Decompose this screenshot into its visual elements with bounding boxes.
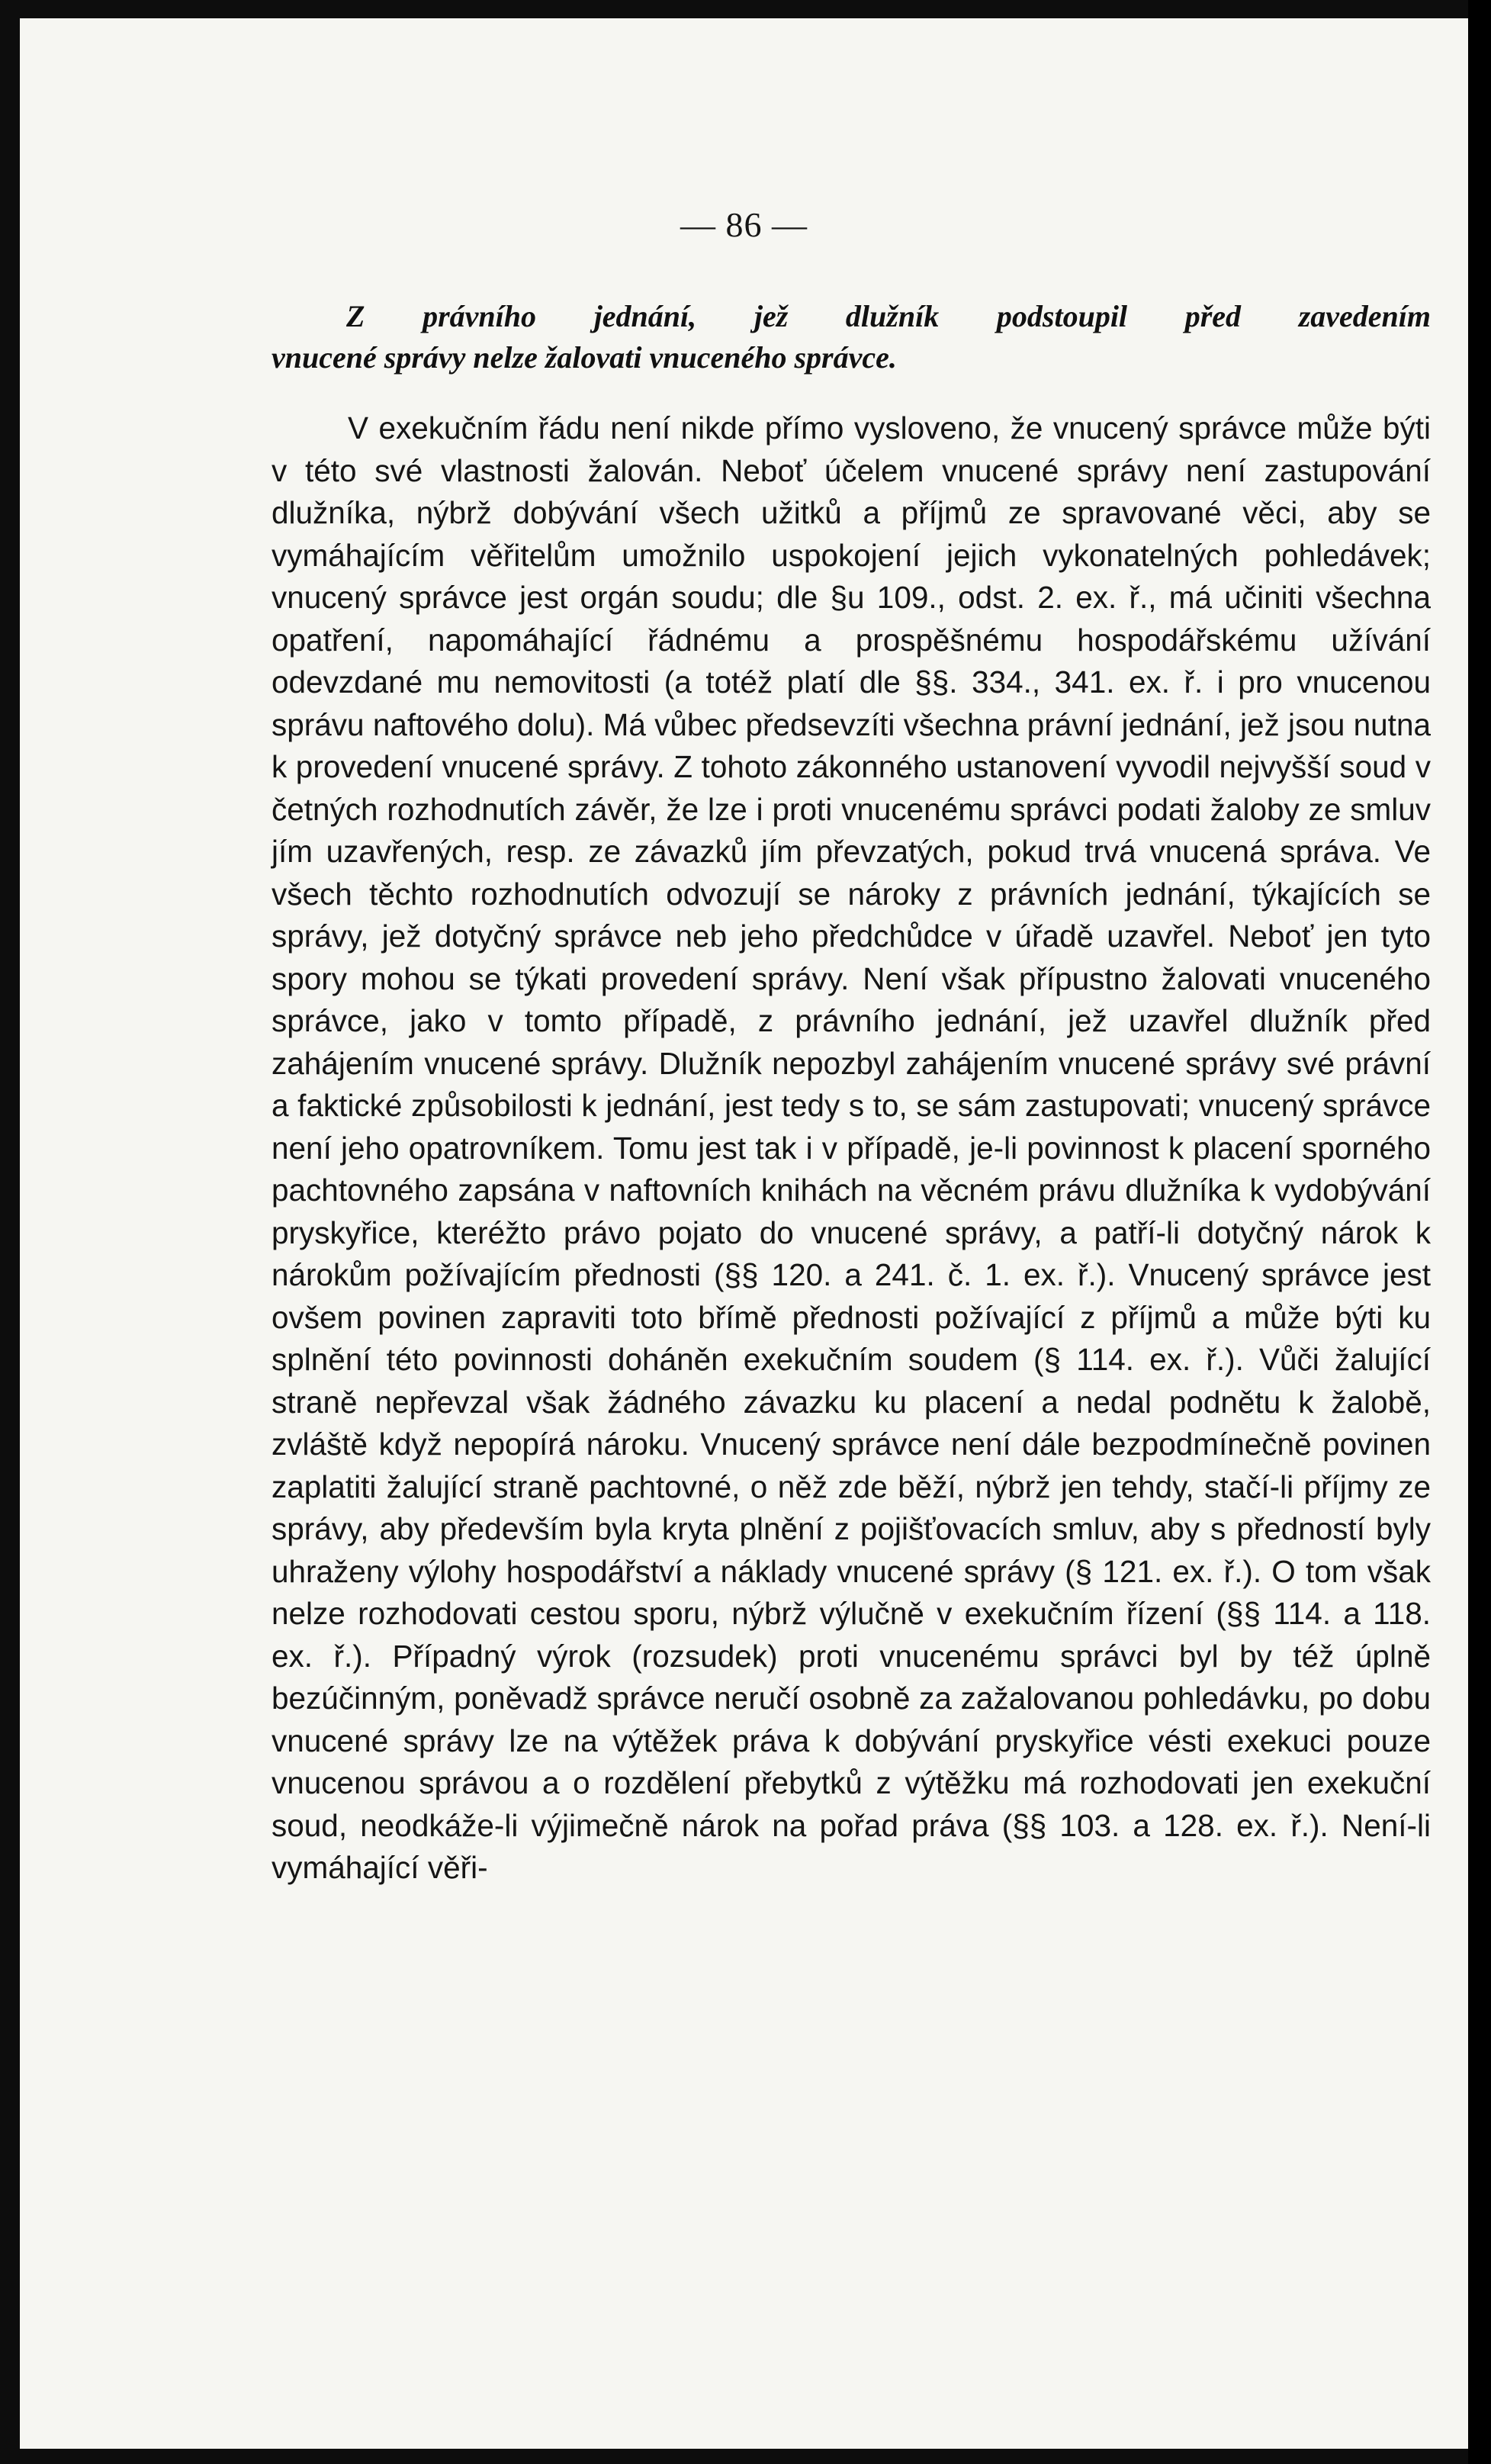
binding-edge [1468,0,1491,2464]
section-heading-line-1: Z právního jednání, jež dlužník podstoupil před zavedením [346,299,1431,333]
section-heading [272,296,1431,378]
section-heading-line-2: vnucené správy nelze žalovati vnuceného správce. [272,340,897,375]
body-paragraph: V exekučním řádu není nikde přímo vysloveno, že vnucený správce může býti v této své vlastnosti žalován. Neboť účelem vnucené správy není zastupování dlužníka, nýbrž dobývání všech užitků a příjmů ze spravované věci, aby se vymáhajícím věřitelům umožnilo uspokojení jejich vykonatelných pohledávek; vnucený správce jest orgán soudu; dle §u 109., odst. 2. ex. ř., má učiniti všechna opatření, napomáhající řádnému a prospěšnému hospodářskému užívání odevzdané mu nemovitosti (a totéž platí dle §§. 334., 341. ex. ř. i pro vnucenou správu naftového dolu). Má vůbec předsevzíti všechna právní jednání, jež jsou nutna k provedení vnucené správy. Z tohoto zákonného ustanovení vyvodil nejvyšší soud v četných rozhodnutích závěr, že lze i proti vnucenému správci podati žaloby ze smluv jím uzavřených, resp. ze závazků jím převzatých, pokud trvá vnucená správa. Ve všech těchto rozhodnutích odvozují se nároky z právních jednání, týkajících se správy, jež dotyčný správce neb jeho předchůdce v úřadě uzavřel. Neboť jen tyto spory mohou se týkati provedení správy. Není však přípustno žalovati vnuceného správce, jako v tomto případě, z právního jednání, jež uzavřel dlužník před zahájením vnucené správy. Dlužník nepozbyl zahájením vnucené správy své právní a faktické způsobilosti k jednání, jest tedy s to, se sám zastupovati; vnucený správce není jeho opatrovníkem. Tomu jest tak i v případě, je-li povinnost k placení sporného pachtovného zapsána v naftovních knihách na věcném právu dlužníka k vydobývání pryskyřice, kteréžto právo pojato do vnucené správy, a patří-li dotyčný nárok k nárokům požívajícím přednosti (§§ 120. a 241. č. 1. ex. ř.). Vnucený správce jest ovšem povinen zapraviti toto břímě přednosti požívající z příjmů a může býti ku splnění této povinnosti doháněn exekučním soudem (§ 114. ex. ř.). Vůči žalující straně nepřevzal však žádného závazku ku placení a nedal podnětu k žalobě, zvláště když nepopírá nároku. Vnucený správce není dále bezpodmínečně povinen zaplatiti žalující straně pachtovné, o něž zde běží, nýbrž jen tehdy, stačí-li příjmy ze správy, aby především byla kryta plnění z pojišťovacích smluv, aby s předností byly uhraženy výlohy hospodářství a náklady vnucené správy (§ 121. ex. ř.). O tom však nelze rozhodovati cestou sporu, nýbrž výlučně v exekučním řízení (§§ 114. a 118. ex. ř.). Případný výrok (rozsudek) proti vnucenému správci byl by též úplně bezúčinným, poněvadž správce neručí osobně za zažalovanou pohledávku, po dobu vnucené správy lze na výtěžek práva k dobývání pryskyřice vésti exekuci pouze vnucenou správou a o rozdělení přebytků z výtěžku má rozhodovati jen exekuční soud, neodkáže-li výjimečně nárok na pořad práva (§§ 103. a 128. ex. ř.). Není-li vymáhající věři- [272,410,1431,1885]
page-number: — 86 — [680,205,808,244]
scanned-page [20,18,1468,2449]
